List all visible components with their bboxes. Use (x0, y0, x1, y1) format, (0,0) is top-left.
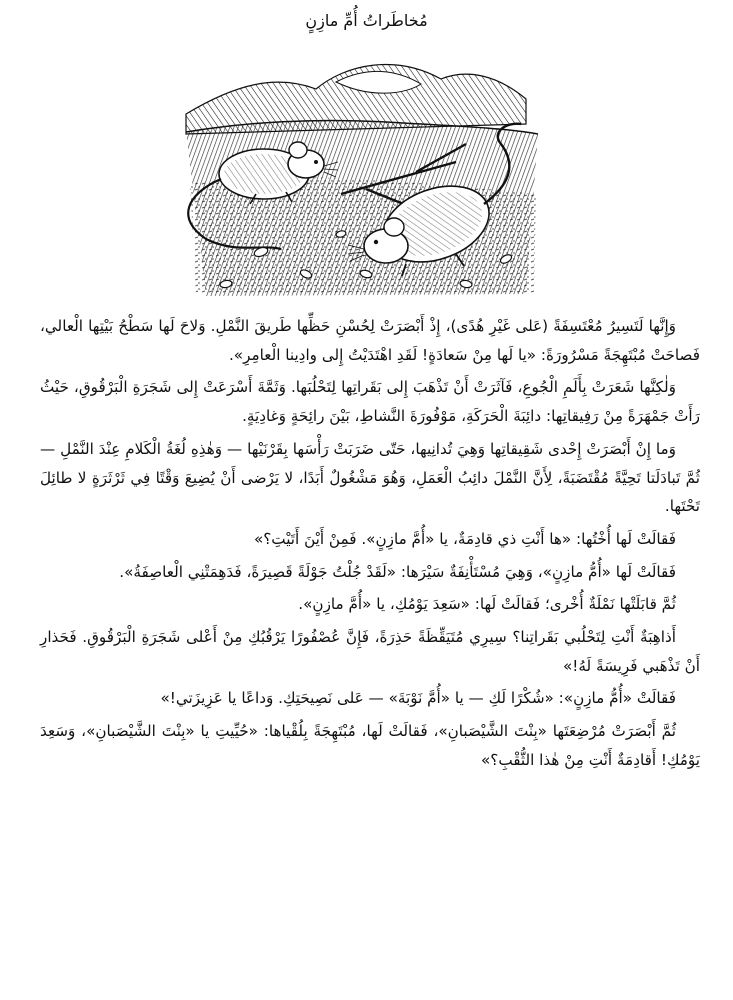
paragraph-8: فَقالَتْ «أُمُّ مازِنٍ»: «شُكْرًا لَكِ — يا «أُمَّ نَوْبَةَ» — عَلى نَصِيحَتِكِ. وَداعًا يا عَزِيزَتي!» (160, 689, 676, 708)
paragraph-6: ثُمَّ قابَلَتْها نَمْلَةٌ أُخْرى؛ فَقالَتْ لَها: «سَعِدَ يَوْمُكِ، يا «أُمَّ مازِنٍ». (298, 595, 676, 614)
page-title: مُخاطَراتُ أُمِّ مازِنٍ (305, 11, 428, 30)
paragraph-3: وَما إِنْ أَبْصَرَتْ إِحْدى شَقِيقاتِها وَهِيَ تُدانِيها، حَتّى ضَرَبَتْ رَأْسَها بِقَرْنَيْها — وَهٰذِهِ لُغَةُ الْكَلامِ عِنْدَ النَّمْلِ — ثُمَّ تَبادَلَتا تَحِيَّةً مُقْتَضَبَةً، لِأَنَّ النَّمْلَ دائِبُ الْعَمَلِ، وَهُوَ مَشْغُولٌ أَبَدًا، لا يَرْضى أَنْ يُضِيعَ وَقْتًا فِي ثَرْثَرَةٍ لا طائِلَ تَحْتَها. (40, 439, 700, 516)
paragraph-4: فَقالَتْ لَها أُخْتُها: «ها أَنْتِ ذي قادِمَةٌ، يا «أُمَّ مازِنٍ». فَمِنْ أَيْنَ أَتَيْتِ؟» (253, 529, 676, 548)
paragraph-2: وَلٰكِنَّها شَعَرَتْ بِأَلَمِ الْجُوعِ، فَآثَرَتْ أَنْ تَذْهَبَ إِلى بَقَراتِها لِتَحْلُبَها. وَثَمَّةَ أَسْرَعَتْ إِلى شَجَرَةِ الْبَرْقُوقِ، حَيْثُ رَأَتْ جَمْهَرَةً مِنْ رَفِيقاتِها: دائِبَةَ الْحَرَكَةِ، مَوْفُورَةَ النَّشاطِ، بَيْنَ رائِحَةٍ وَغادِيَةٍ. (40, 378, 700, 426)
story-text (40, 312, 700, 779)
paragraph-9: ثُمَّ أَبْصَرَتْ مُرْضِعَتَها «بِنْتَ الشَّيْصَبانِ»، فَقالَتْ لَها، مُبْتَهِجَةً بِلُقْياها: «حُيِّيتِ يا «بِنْتَ الشَّيْصَبانِ»، وَسَعِدَ يَوْمُكِ! أَقادِمَةٌ أَنْتِ مِنْ هٰذا الثُّقْبِ؟» (40, 722, 700, 769)
paragraph-7: أَذاهِبَةٌ أَنْتِ لِتَحْلُبي بَقَراتِنا؟ سِيرِي مُتَيَقِّظَةً حَذِرَةً، فَإِنَّ عُصْفُورًا يَرْقُبُكِ مِنْ أَعْلى شَجَرَةِ الْبَرْقُوقِ. فَحَذارِ أَنْ تَذْهَبي فَرِيسَةً لَهُ!» (40, 628, 700, 675)
paragraph-1: وَإِنَّها لَتَسِيرُ مُعْتَسِفَةً (عَلى غَيْرِ هُدًى)، إِذْ أَبْصَرَتْ لِحُسْنِ حَظِّها طَريقَ النَّمْلِ. وَلاحَ لَها سَطْحُ بَيْتِها الْعالي، فَصاحَتْ مُبْتَهِجَةً مَسْرُورَةً: «يا لَها مِنْ سَعادَةٍ! لَقَدِ اهْتَدَيْتُ إِلى وادِينا الْعامِرِ». (40, 317, 700, 364)
two-field-mice-illustration-icon (166, 44, 566, 306)
paragraph-5: فَقالَتْ لَها «أُمُّ مازِنٍ»، وَهِيَ مُسْتَأْنِفَةٌ سَيْرَها: «لَقَدْ جُلْتُ جَوْلَةً قَصِيرَةً، فَدَهِمَتْنِي الْعاصِفَةُ». (119, 562, 676, 581)
